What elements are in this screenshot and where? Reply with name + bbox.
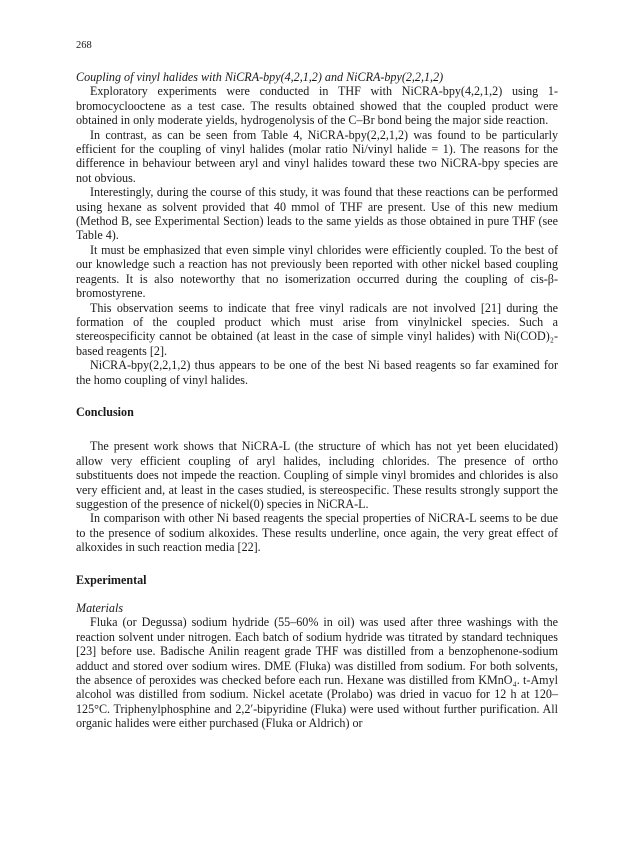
paragraph: This observation seems to indicate that free vinyl radicals are not involved [21] during the formation of the coupled product which must arise from vinylnickel species. Such a stereospecificity cannot be obtained (at least in the case of simple vinyl halides) with Ni(COD)₂-based reagents [2]. [76,300,558,358]
paragraph: The present work shows that NiCRA-L (the structure of which has not yet been elucidated) allow very efficient coupling of aryl halides, including chlorides. The presence of ortho substituents does not impede the reaction. Coupling of simple vinyl bromides and chlorides is also very efficient and, at least in the cases studied, is stereospecific. These results strongly support the suggestion of the presence of nickel(0) species in NiCRA-L. [76,439,558,511]
paragraph: NiCRA-bpy(2,2,1,2) thus appears to be one of the best Ni based reagents so far examined for the homo coupling of vinyl halides. [76,358,558,387]
paragraph: It must be emphasized that even simple vinyl chlorides were efficiently coupled. To the best of our knowledge such a reaction has not previously been reported with other nickel based coupling reagents. It is also noteworthy that no isomerization occurred during the coupling of cis-β-bromostyrene. [76,242,558,301]
text-column [76,70,558,731]
section-heading-experimental: Experimental [76,572,147,587]
section-heading-vinyl-coupling: Coupling of vinyl halides with NiCRA-bpy(4,2,1,2) and NiCRA-bpy(2,2,1,2) [76,70,444,84]
page-number: 268 [76,40,92,51]
paragraph: Fluka (or Degussa) sodium hydride (55–60% in oil) was used after three washings with the reaction solvent under nitrogen. Each batch of sodium hydride was titrated by standard techniques [23] before use. Badische Anilin reagent grade THF was distilled from a benzophenone-sodium adduct and stored over sodium wires. DME (Fluka) was distilled from sodium. For both solvents, the absence of peroxides was checked before each run. Hexane was distilled from KMnO₄. t-Amyl alcohol was distilled from sodium. Nickel acetate (Prolabo) was dried in vacuo for 12 h at 120–125°C. Triphenylphosphine and 2,2′-bipyridine (Fluka) were used without further purification. All organic halides were either purchased (Fluka or Aldrich) or [76,615,558,731]
section-heading-conclusion: Conclusion [76,404,134,419]
paragraph: In comparison with other Ni based reagents the special properties of NiCRA-L seems to be due to the presence of sodium alkoxides. These results underline, once again, the very great effect of alkoxides in such reaction media [22]. [76,511,558,555]
paragraph: Exploratory experiments were conducted in THF with NiCRA-bpy(4,2,1,2) using 1-bromocyclooctene as a test case. The results obtained showed that the coupled product were obtained in only moderate yields, hydrogenolysis of the C–Br bond being the major side reaction. [76,84,558,128]
subsection-heading-materials: Materials [76,601,124,615]
paragraph: In contrast, as can be seen from Table 4, NiCRA-bpy(2,2,1,2) was found to be particularly efficient for the coupling of vinyl halides (molar ratio Ni/vinyl halide = 1). The reasons for the difference in behaviour between aryl and vinyl halides toward these two NiCRA-bpy species are not obvious. [76,127,558,185]
paragraph: Interestingly, during the course of this study, it was found that these reactions can be performed using hexane as solvent provided that 40 mmol of THF are present. Use of this new medium (Method B, see Experimental Section) leads to the same yields as those obtained in pure THF (see Table 4). [76,185,558,243]
